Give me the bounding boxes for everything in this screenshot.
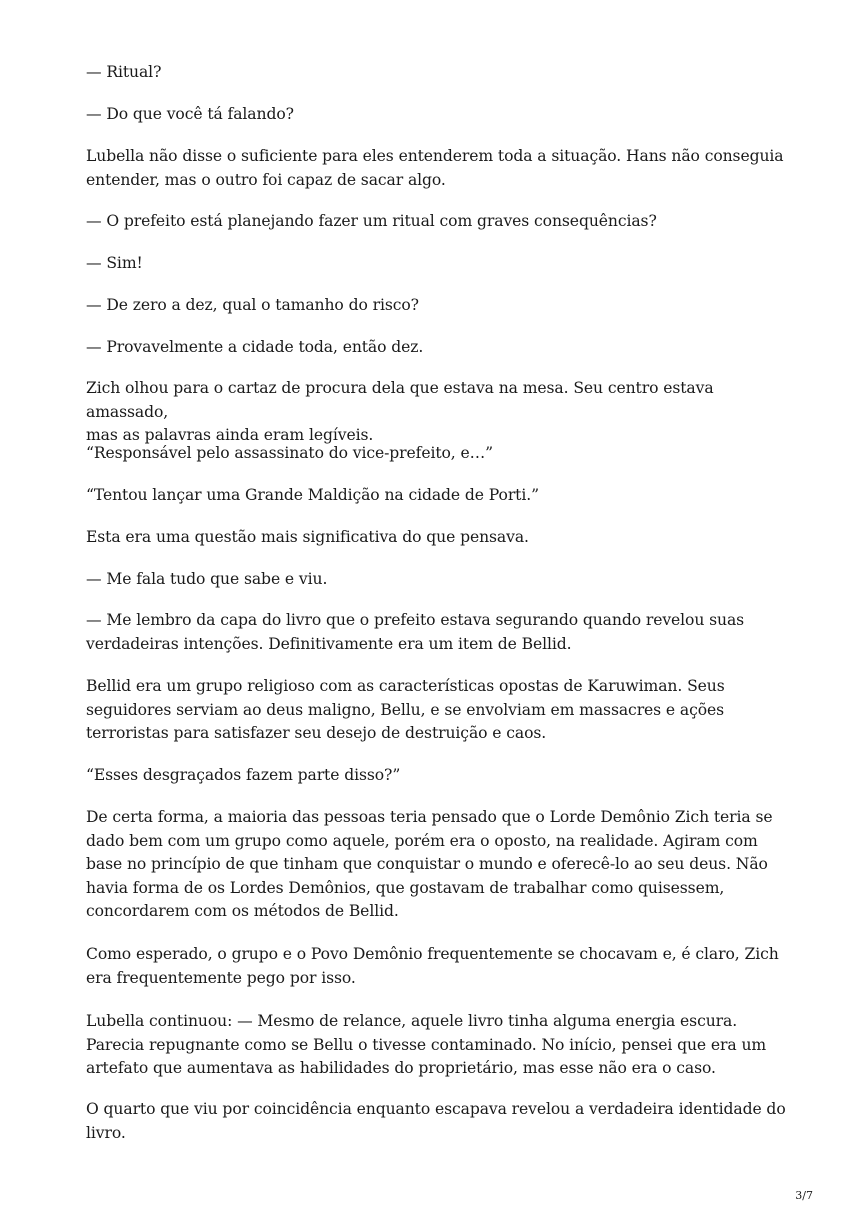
paragraph-8: Zich olhou para o cartaz de procura dela que estava na mesa. Seu centro estava amassado, mas as palavras ainda eram legíveis.: [86, 379, 714, 444]
paragraph-6: — De zero a dez, qual o tamanho do risco?: [86, 296, 419, 314]
page-number: 3/7: [795, 1189, 813, 1202]
paragraph-9: “Responsável pelo assassinato do vice-prefeito, e…”: [86, 444, 493, 462]
paragraph-4: — O prefeito está planejando fazer um ritual com graves consequências?: [86, 212, 657, 230]
paragraph-10: “Tentou lançar uma Grande Maldição na cidade de Porti.”: [86, 486, 539, 504]
paragraph-19: O quarto que viu por coincidência enquanto escapava revelou a verdadeira identidade do livro.: [86, 1100, 786, 1142]
paragraph-7: — Provavelmente a cidade toda, então dez.: [86, 338, 424, 356]
paragraph-16: De certa forma, a maioria das pessoas teria pensado que o Lorde Demônio Zich teria se dado bem com um grupo como aquele, porém era o oposto, na realidade. Agiram com base no princípio de que tinham que conquistar o mundo e oferecê-lo ao seu deus. Não havia forma de os Lordes Demônios, que gostavam de trabalhar como quisessem, concordarem com os métodos de Bellid.: [86, 808, 773, 920]
paragraph-3: Lubella não disse o suficiente para eles entenderem toda a situação. Hans não conseguia entender, mas o outro foi capaz de sacar algo.: [86, 147, 784, 189]
paragraph-17: Como esperado, o grupo e o Povo Demônio frequentemente se chocavam e, é claro, Zich era frequentemente pego por isso.: [86, 945, 779, 987]
paragraph-14: Bellid era um grupo religioso com as características opostas de Karuwiman. Seus seguidores serviam ao deus maligno, Bellu, e se envolviam em massacres e ações terroristas para satisfazer seu desejo de destruição e caos.: [86, 677, 725, 742]
paragraph-5: — Sim!: [86, 254, 143, 272]
paragraph-11: Esta era uma questão mais significativa do que pensava.: [86, 528, 529, 546]
paragraph-1: — Ritual?: [86, 63, 162, 81]
paragraph-15: “Esses desgraçados fazem parte disso?”: [86, 766, 401, 784]
paragraph-18: Lubella continuou: — Mesmo de relance, aquele livro tinha alguma energia escura. Parecia repugnante como se Bellu o tivesse contaminado. No início, pensei que era um artefato que aumentava as habilidades do proprietário, mas esse não era o caso.: [86, 1012, 767, 1077]
paragraph-12: — Me fala tudo que sabe e viu.: [86, 570, 328, 588]
paragraph-2: — Do que você tá falando?: [86, 105, 294, 123]
paragraph-13: — Me lembro da capa do livro que o prefeito estava segurando quando revelou suas verdadeiras intenções. Definitivamente era um item de Bellid.: [86, 611, 745, 653]
